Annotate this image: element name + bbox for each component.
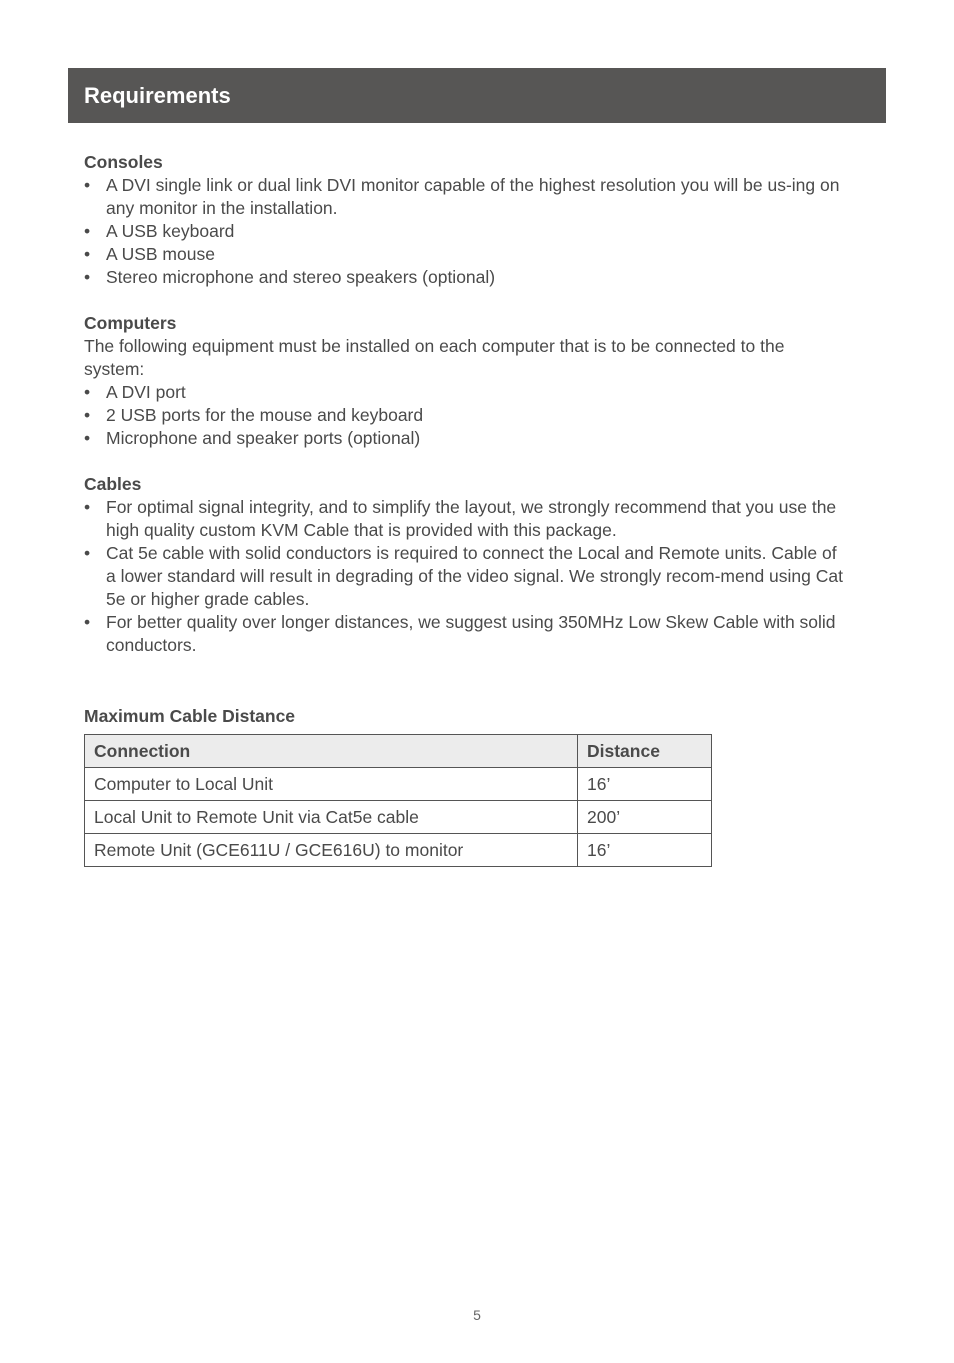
requirements-content	[84, 151, 844, 657]
table-title: Maximum Cable Distance	[84, 706, 296, 726]
section-header-bar	[68, 68, 886, 123]
computers-list	[84, 381, 844, 450]
list-item-text: A DVI single link or dual link DVI monitor capable of the highest resolution you will be us-ing on any monitor in the installation.	[106, 175, 840, 218]
bullet-icon: •	[84, 244, 91, 264]
list-item-text: Stereo microphone and stereo speakers (optional)	[106, 267, 496, 287]
computers-intro: The following equipment must be installed on each computer that is to be connected to the system:	[84, 336, 785, 379]
list-item	[84, 611, 844, 657]
bullet-icon: •	[84, 612, 91, 632]
bullet-icon: •	[84, 175, 91, 195]
bullet-icon: •	[84, 428, 91, 448]
list-item	[84, 220, 844, 243]
bullet-icon: •	[84, 267, 91, 287]
list-item-text: Cat 5e cable with solid conductors is required to connect the Local and Remote units. Cable of a lower standard will result in degrading of the video signal. We strongly recom-mend using Cat 5e or higher grade cables.	[106, 543, 843, 609]
list-item-text: For better quality over longer distances, we suggest using 350MHz Low Skew Cable with solid conductors.	[106, 612, 836, 655]
bullet-icon: •	[84, 405, 91, 425]
cables-list	[84, 496, 844, 657]
table-row	[85, 834, 712, 867]
distance-cell: 200’	[578, 801, 712, 834]
list-item	[84, 266, 844, 289]
page-title: Requirements	[84, 83, 231, 108]
consoles-list	[84, 174, 844, 289]
distance-cell: 16’	[578, 834, 712, 867]
bullet-icon: •	[84, 221, 91, 241]
connection-cell: Computer to Local Unit	[85, 768, 578, 801]
list-item	[84, 404, 844, 427]
bullet-icon: •	[84, 382, 91, 402]
list-item-text: 2 USB ports for the mouse and keyboard	[106, 405, 424, 425]
list-item	[84, 174, 844, 220]
connection-cell: Remote Unit (GCE611U / GCE616U) to monitor	[85, 834, 578, 867]
list-item	[84, 542, 844, 611]
list-item	[84, 496, 844, 542]
table-row	[85, 768, 712, 801]
consoles-heading: Consoles	[84, 152, 163, 172]
column-header-distance: Distance	[578, 735, 712, 768]
list-item	[84, 427, 844, 450]
connection-cell: Local Unit to Remote Unit via Cat5e cable	[85, 801, 578, 834]
list-item-text: A DVI port	[106, 382, 186, 402]
bullet-icon: •	[84, 543, 91, 563]
bullet-icon: •	[84, 497, 91, 517]
table-row	[85, 801, 712, 834]
page-number: 5	[473, 1307, 481, 1323]
list-item	[84, 243, 844, 266]
cables-heading: Cables	[84, 474, 142, 494]
list-item-text: Microphone and speaker ports (optional)	[106, 428, 421, 448]
computers-heading: Computers	[84, 313, 177, 333]
distance-cell: 16’	[578, 768, 712, 801]
list-item-text: For optimal signal integrity, and to simplify the layout, we strongly recommend that you use the high quality custom KVM Cable that is provided with this package.	[106, 497, 837, 540]
list-item-text: A USB mouse	[106, 244, 215, 264]
list-item-text: A USB keyboard	[106, 221, 235, 241]
list-item	[84, 381, 844, 404]
table-header-row	[85, 735, 712, 768]
column-header-connection: Connection	[85, 735, 578, 768]
cable-distance-table	[84, 734, 712, 867]
